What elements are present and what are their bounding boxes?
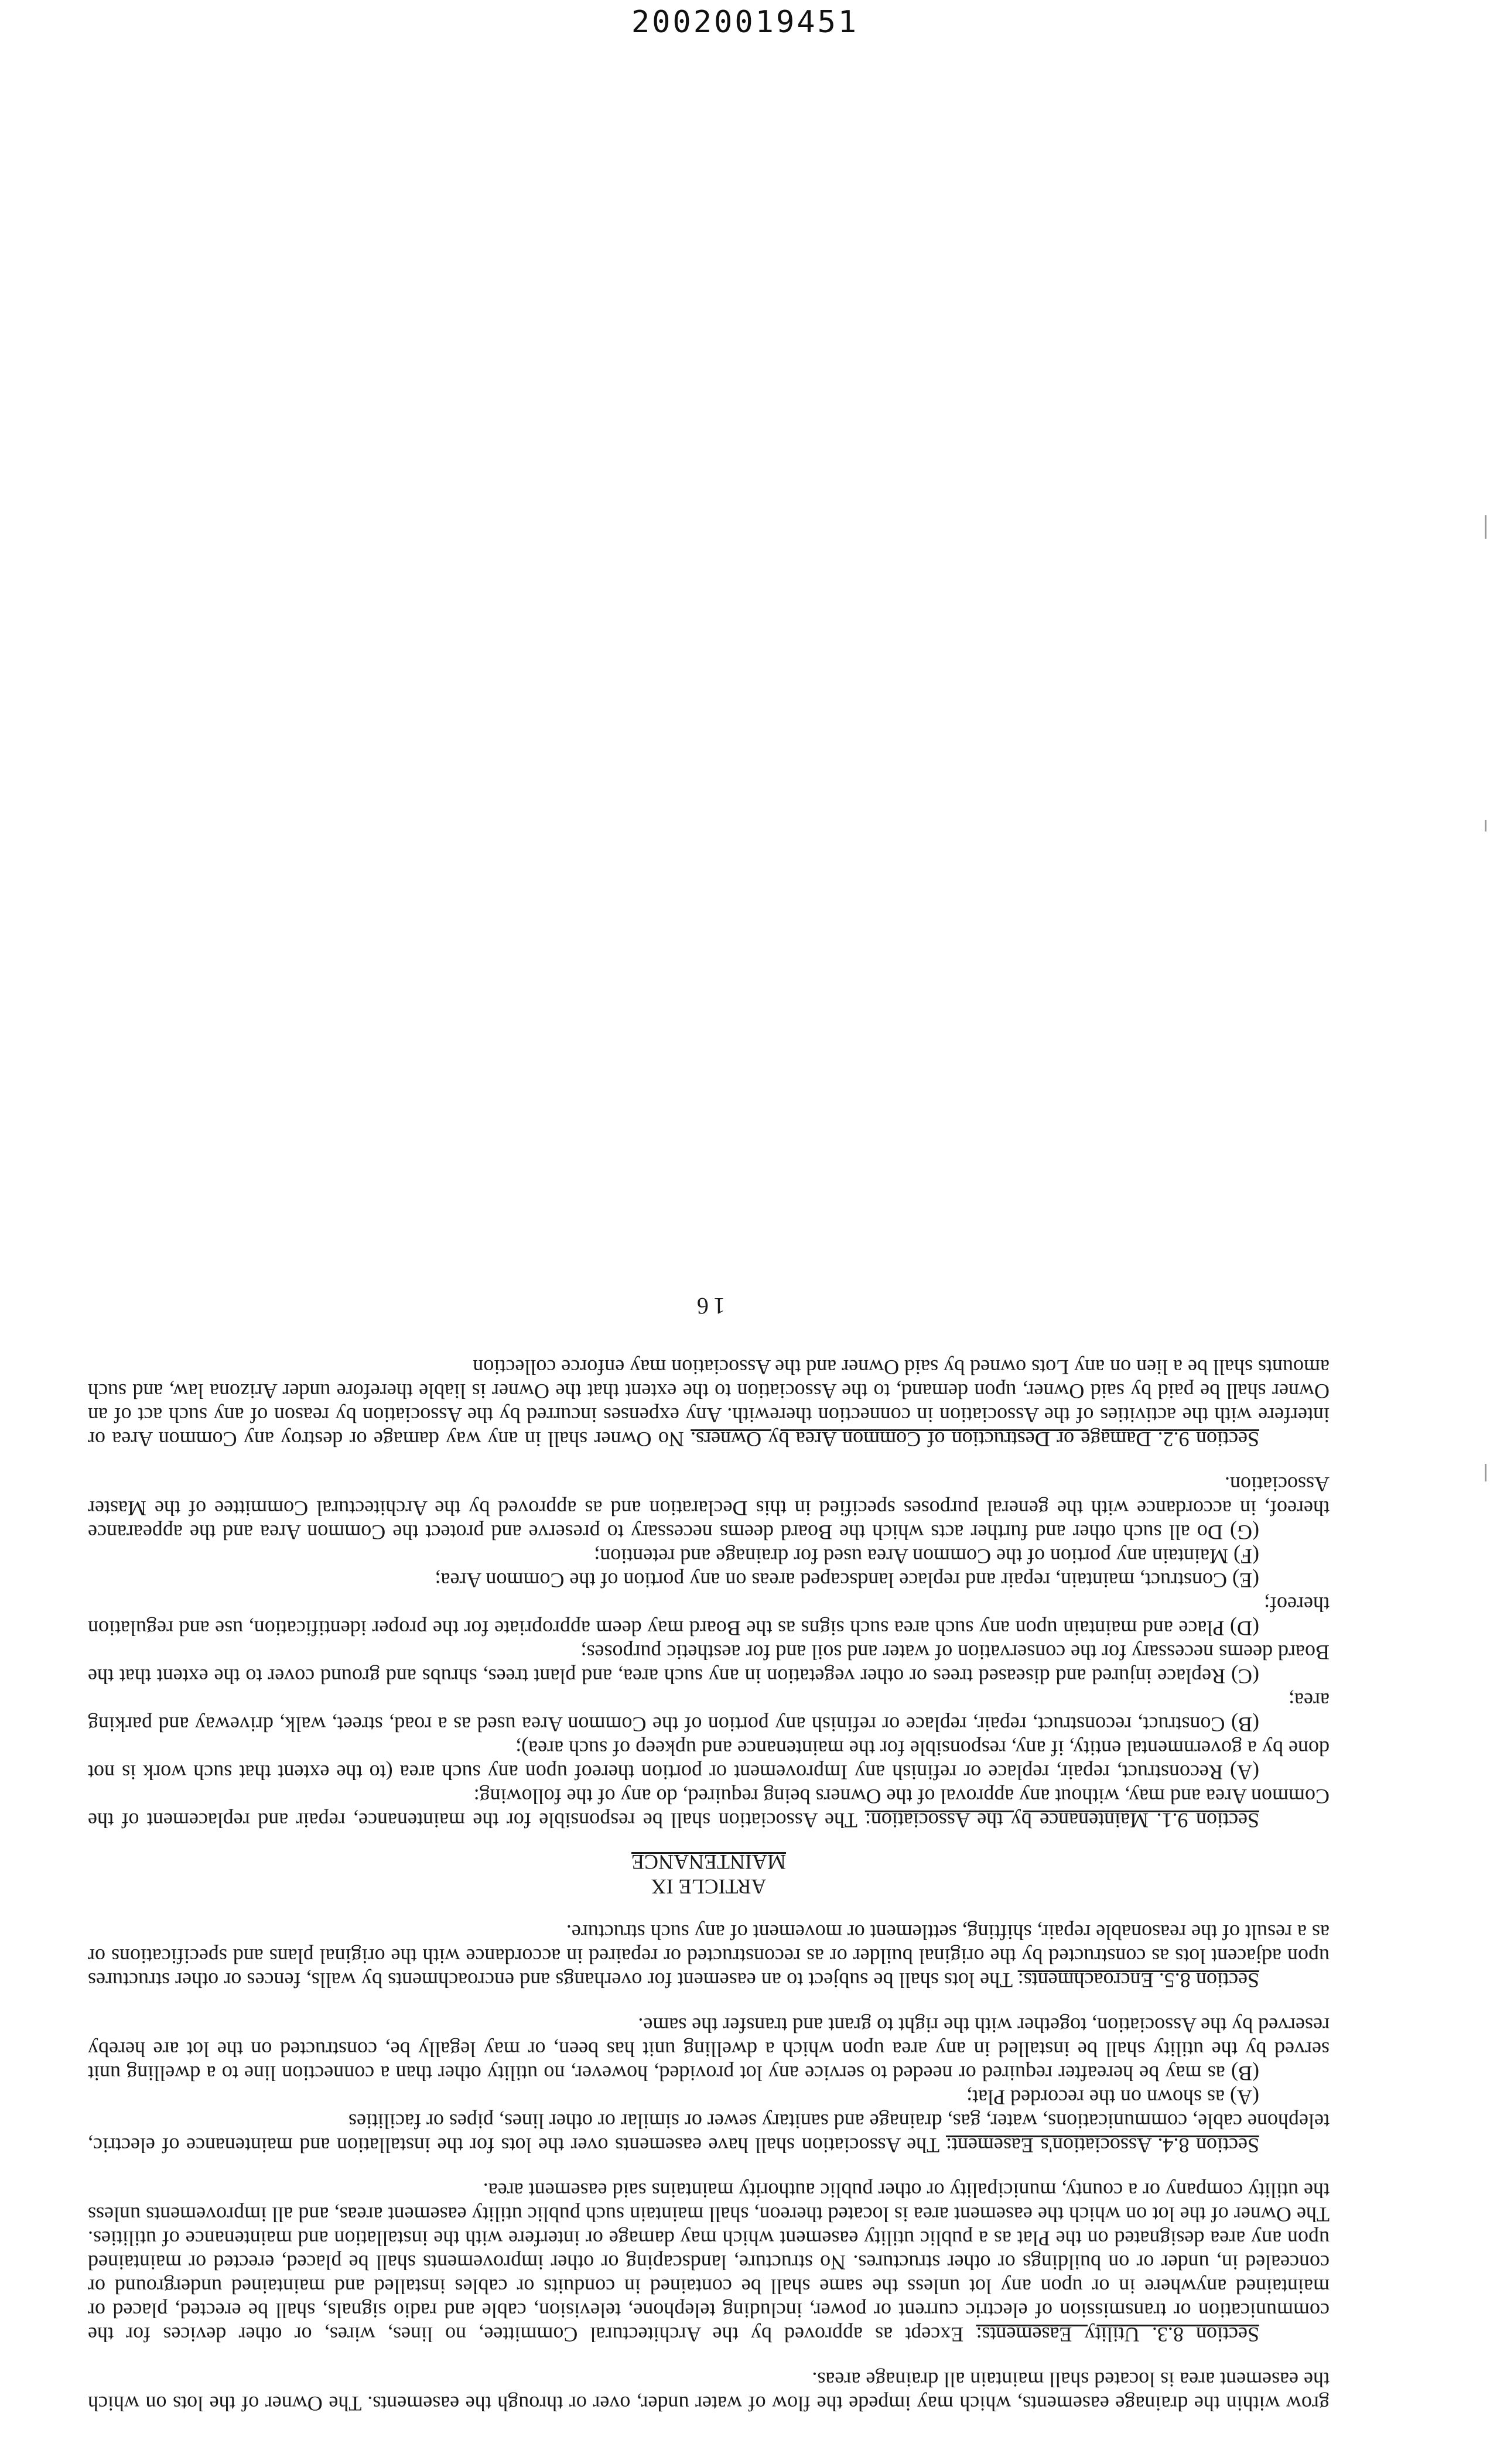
section-9-2-heading: Section 9.2. Damage or Destruction of Common Area by Owners. <box>691 1428 1259 1451</box>
section-9-1-item-f: (F) Maintain any portion of the Common Area used for drainage and retention; <box>594 1545 1259 1568</box>
section-9-1-item-g: (G) Do all such other and further acts which the Board deems necessary to preserve and protect the Common Area and the appearance thereof, in accordance with the general purposes specified in this Declaration and as approved by the Architectural Committee of the Master Association. <box>88 1473 1330 1544</box>
section-9-1-item-c: (C) Replace injured and diseased trees or other vegetation in any such area, and plant trees, shrubs and ground cover to the extent that the Board deems necessary for the conservation of water and soil and for aesthetic purposes; <box>88 1641 1330 1688</box>
section-9-2-paragraph <box>88 1355 1330 1451</box>
section-9-1-heading: Section 9.1. Maintenance by the Association: <box>864 1809 1259 1832</box>
article-title: ARTICLE IX <box>651 1875 767 1898</box>
article-ix-heading <box>88 1850 1330 1899</box>
article-subtitle: MAINTENANCE <box>631 1850 786 1874</box>
section-9-1-item-e: (E) Construct, maintain, repair and replace landscaped areas on any portion of the Common Area; <box>435 1569 1259 1592</box>
document-page <box>88 612 1330 2415</box>
page-number: 16 <box>692 1293 725 1319</box>
section-8-4-paragraph <box>88 2109 1330 2157</box>
section-9-1-item-d: (D) Place and maintain upon any such area such signs as the Board may deem appropriate for the proper identification, use and regulation thereof; <box>88 1593 1330 1640</box>
section-8-3-text: Except as approved by the Architectural Committee, no lines, wires, or other devices for the communication or transmission of electric current or power, including telephone, television, cable and radio signals, shall be erected, placed or maintained anywhere in or upon any lot unless the same shall be contained in conduits or cables installed and maintained underground or concealed in, under or on buildings or other structures. No structure, landscaping or other improvements shall be placed, erected or maintained upon any area designated on the Plat as a public utility easement which may damage or interfere with the installation and maintenance of utilities. The Owner of the lot on which the easement area is located thereon, shall maintain such public utility easement areas, and all improvements unless the utility company or a county, municipality or other public authority maintains said easement area. <box>88 2179 1330 2346</box>
section-8-4-item-b: (B) as may be hereafter required or needed to service any lot provided, however, no utility other than a connection line to a dwelling unit served by the utility shall be installed in any area upon which a dwelling unit has been, or may legally be, constructed on the lot are hereby reserved by the Association, together with the right to grant and transfer the same. <box>88 2014 1330 2085</box>
section-9-1-item-b: (B) Construct, reconstruct, repair, replace or refinish any portion of the Common Area used as a road, street, walk, driveway and parking area; <box>88 1689 1330 1736</box>
section-9-2-text: No Owner shall in any way damage or destroy any Common Area or interfere with the activities of the Association in connection therewith. Any expenses incurred by the Association by reason of any such act of an Owner shall be paid by said Owner, upon demand, to the Association to the extent that the Owner is liable therefore under Arizona law, and such amounts shall be a lien on any Lots owned by said Owner and the Association may enforce collection <box>88 1356 1330 1451</box>
section-8-5-text: The lots shall be subject to an easement for overhangs and encroachments by walls, fences or other structures upon adjacent lots as constructed by the original builder or as reconstructed or repaired in accordance with the original plans and specifications or as a result of the reasonable repair, shifting, settlement or movement of any such structure. <box>87 1921 1330 1992</box>
scan-edge-mark <box>1485 820 1486 831</box>
section-9-1-item-a: (A) Reconstruct, repair, replace or refinish any Improvement or portion thereof upon any such area (to the extent that such work is not done by a governmental entity, if any, responsible for the maintenance and upkeep of such area); <box>88 1737 1330 1784</box>
scan-edge-mark <box>1485 515 1486 539</box>
drainage-continuation-paragraph: grow within the drainage easements, which may impede the flow of water under, over or through the easements. The Owner of the lots on which the easement area is located shall maintain all drainage areas. <box>88 2368 1330 2415</box>
section-8-4-item-a: (A) as shown on the recorded Plat; <box>966 2086 1259 2109</box>
section-8-4-heading: Section 8.4. Association's Easement: <box>945 2134 1259 2157</box>
section-9-1-text: The Association shall be responsible for the maintenance, repair and replacement of the Common Area and may, without any approval of the Owners being required, do any of the following: <box>88 1785 1330 1832</box>
section-8-4-text: The Association shall have easements over the lots for the installation and maintenance of electric, telephone cable, communications, water, gas, drainage and sanitary sewer or similar or other lines, pipes or facilities <box>88 2110 1330 2157</box>
document-number: 20020019451 <box>631 5 859 40</box>
section-8-5-paragraph <box>88 1920 1330 1992</box>
section-8-5-heading: Section 8.5. Encroachments: <box>1017 1969 1259 1992</box>
section-9-1-paragraph <box>88 1784 1330 1832</box>
scan-edge-mark <box>1485 1464 1486 1481</box>
section-8-3-heading: Section 8.3. Utility Easements: <box>976 2323 1259 2346</box>
section-8-3-paragraph <box>88 2178 1330 2346</box>
